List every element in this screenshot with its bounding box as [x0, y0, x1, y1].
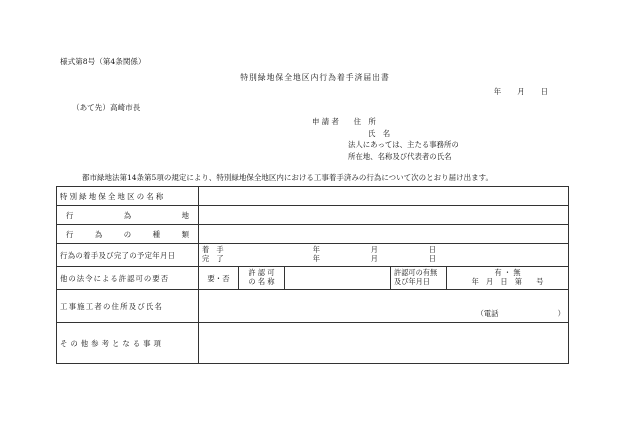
form-number: 様式第8号（第4条関係） [60, 57, 146, 66]
need-choice[interactable]: 要・否 [199, 267, 239, 290]
statement-text: 都市緑地法第14条第5項の規定により、特別緑地保全地区内における工事着手済みの行為について次のとおり届け出ます。 [82, 173, 494, 182]
applicant-block [312, 118, 459, 164]
activity-location-field[interactable] [199, 206, 569, 225]
other-permits-label: 他の法令による許認可の要否 [57, 267, 199, 290]
applicant-address-label: 申 請 者 住 所 [312, 117, 376, 126]
addressee: （あて先）高崎市長 [72, 103, 141, 112]
applicant-name-label: 氏 名 [368, 128, 391, 138]
phone-note: （電話 ） [476, 308, 566, 318]
contractor-label: 工事施工者の住所及び氏名 [57, 290, 199, 323]
date-day: 日 [540, 87, 548, 96]
table-row [57, 225, 569, 244]
permit-exist-field[interactable]: 有 ・ 無 年 月 日 第 号 [447, 267, 569, 290]
activity-type-field[interactable] [199, 225, 569, 244]
schedule-label: 行為の着手及び完了の予定年月日 [57, 244, 199, 267]
date-year: 年 [493, 87, 502, 96]
table-row [57, 244, 569, 267]
submission-date [478, 88, 548, 95]
permit-name-field[interactable] [285, 267, 391, 290]
applicant-corporate-note-1: 法人にあっては、主たる事務所の [348, 140, 459, 149]
table-row [57, 290, 569, 323]
table-row [57, 206, 569, 225]
start-label: 着 手 [202, 245, 224, 255]
table-row [57, 187, 569, 206]
activity-location-label: 行 為 地 [57, 206, 199, 225]
applicant-corporate-note-2: 所在地、名称及び代表者の氏名 [348, 151, 452, 161]
remarks-label: その他参考となる事項 [57, 323, 199, 364]
contractor-field[interactable] [199, 290, 569, 323]
remarks-field[interactable] [199, 323, 569, 364]
table-row [57, 323, 569, 364]
permit-name-label: 許 認 可 の 名 称 [239, 267, 285, 290]
document-title: 特別緑地保全地区内行為着手済届出書 [240, 73, 390, 82]
complete-label: 完 了 [202, 254, 224, 263]
table-row [57, 267, 569, 290]
permit-exist-label: 許認可の有無 及び年月日 [391, 267, 447, 290]
activity-type-label: 行 為 の 種 類 [57, 225, 199, 244]
area-name-field[interactable] [199, 187, 569, 206]
area-name-label: 特別緑地保全地区の名称 [57, 187, 199, 206]
schedule-field[interactable]: 着 手 年 月 日 完 了 年 月 日 [199, 244, 569, 267]
notification-form-table [56, 186, 569, 364]
date-month: 月 [517, 87, 525, 96]
